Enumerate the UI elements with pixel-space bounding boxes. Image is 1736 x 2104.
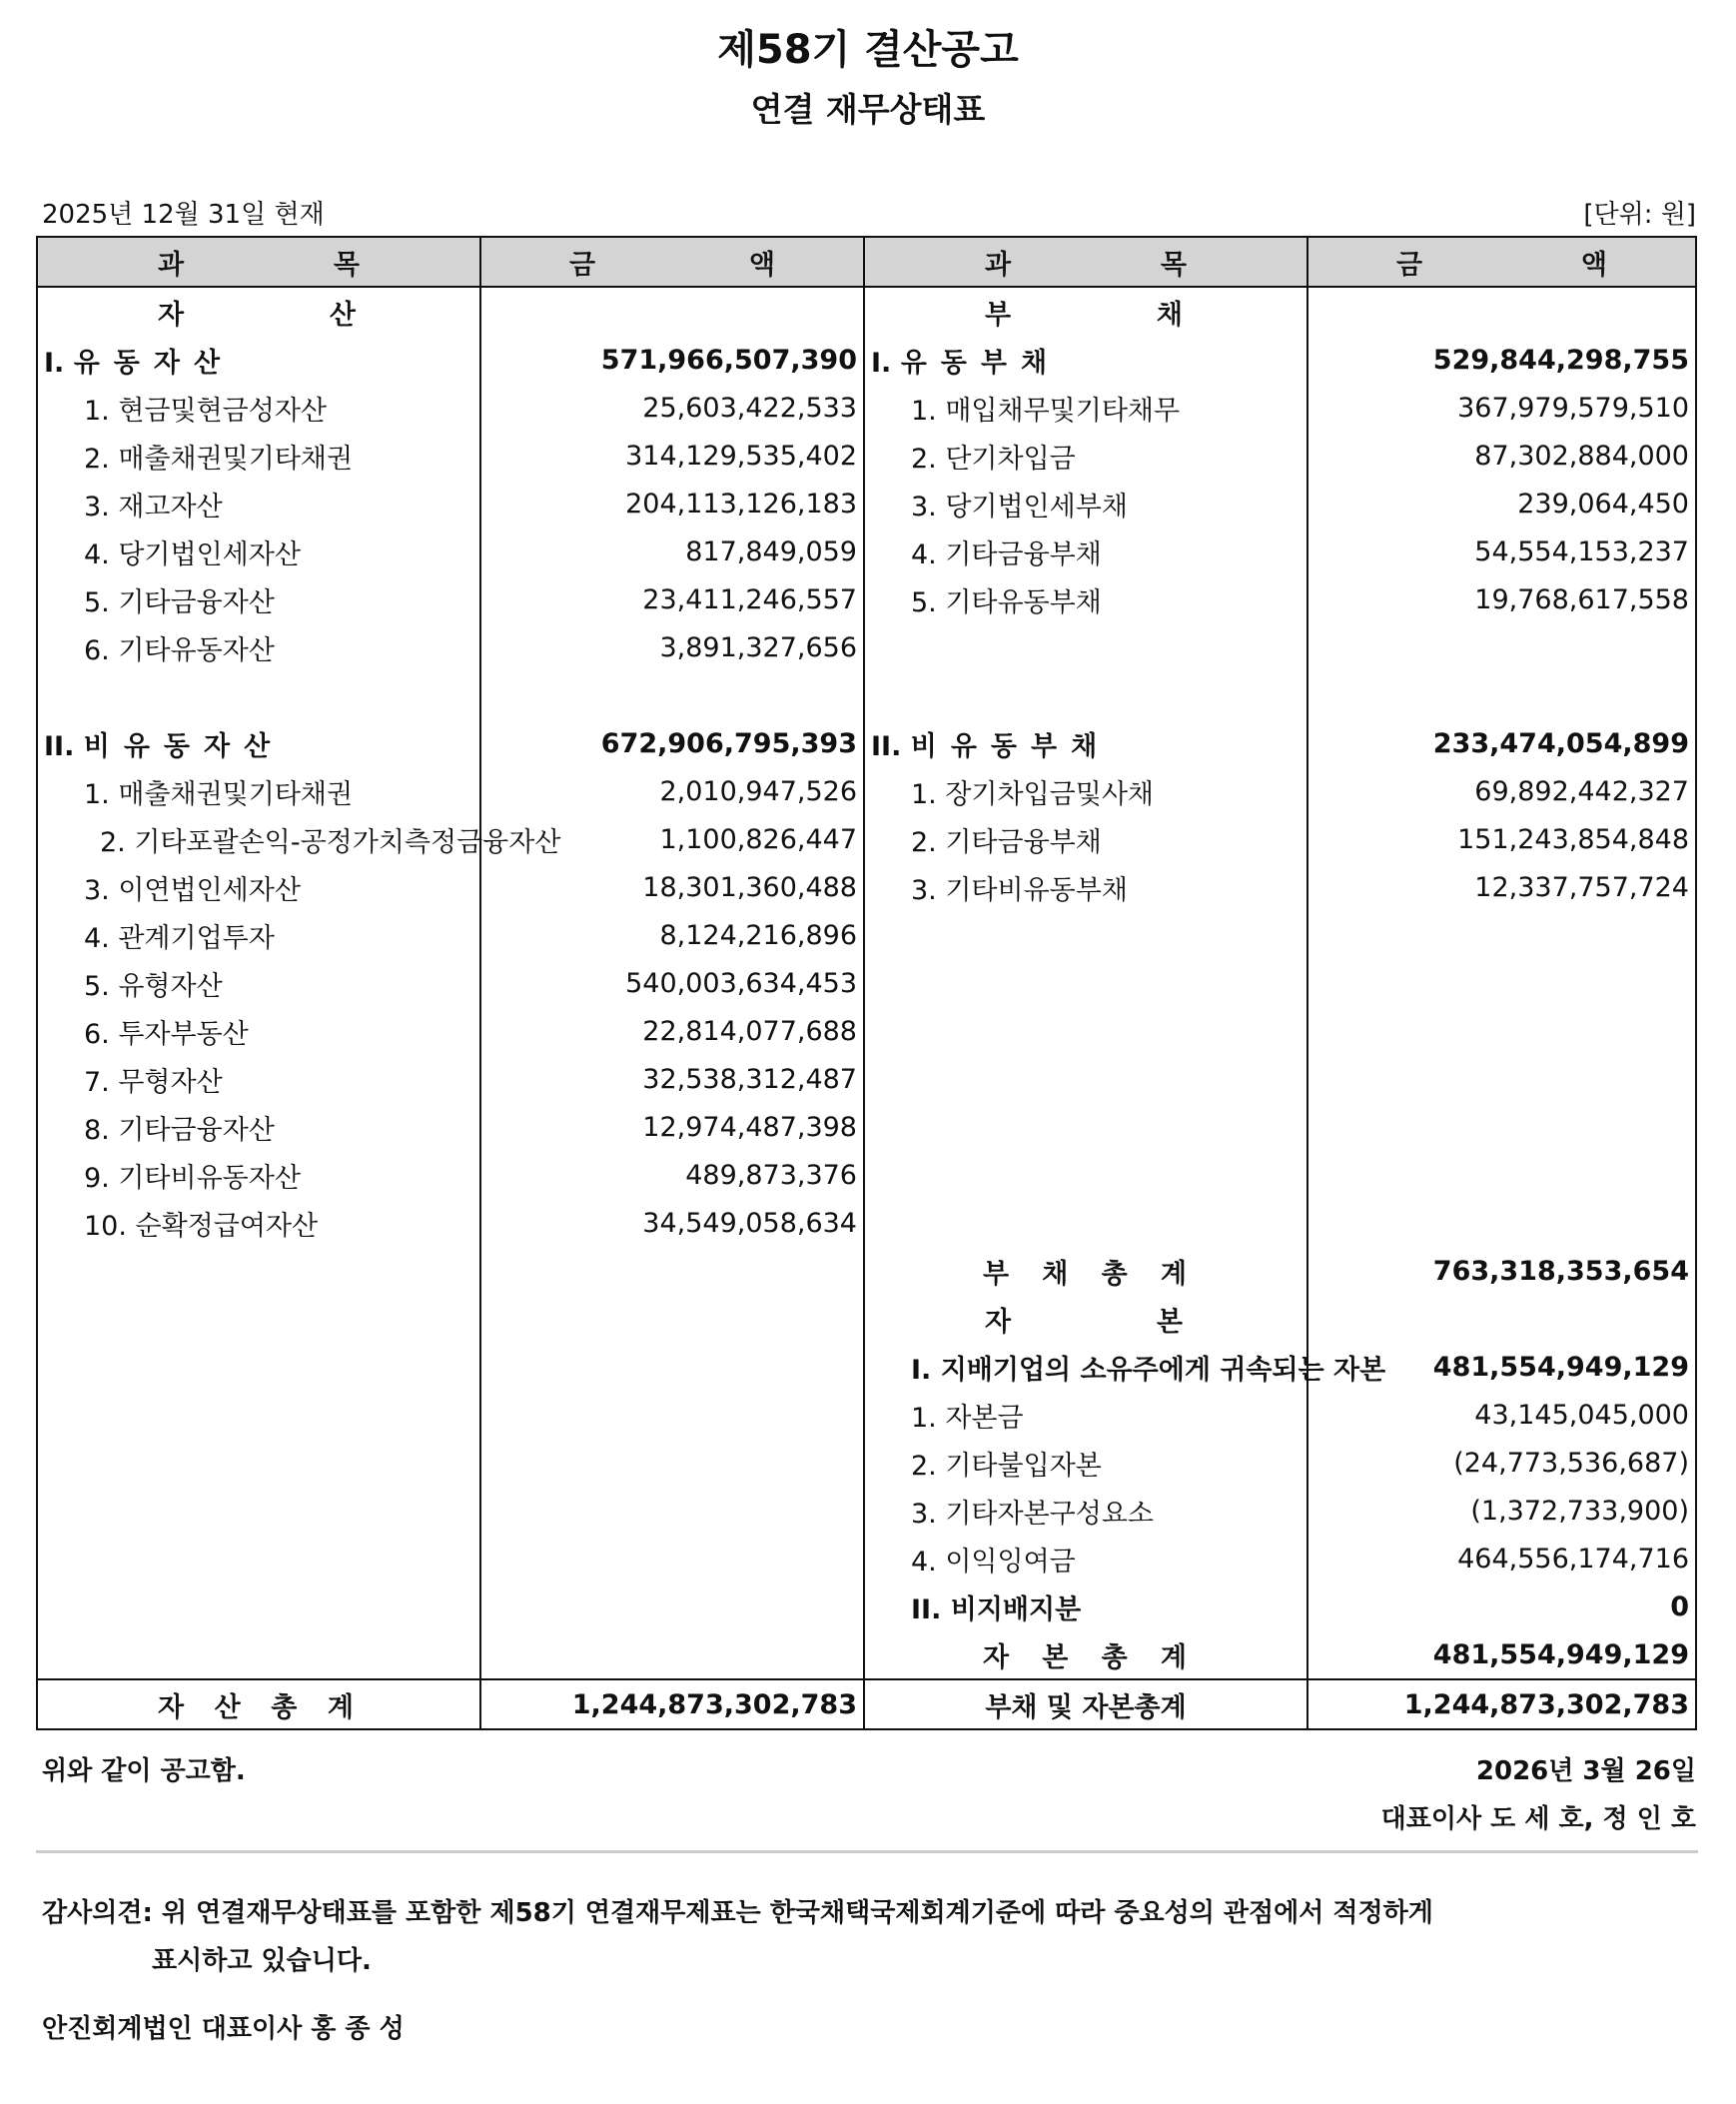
account-label: 1. 매입채무및기타채무 bbox=[911, 395, 1181, 427]
table-row bbox=[37, 384, 1696, 432]
table-row bbox=[37, 911, 1696, 959]
amount-value: 314,129,535,402 bbox=[625, 440, 857, 472]
announcement: 위와 같이 공고함. bbox=[42, 1756, 246, 1786]
audit-opinion-continued: 표시하고 있습니다. bbox=[152, 1946, 372, 1976]
account-label: 1. 매출채권및기타채권 bbox=[84, 778, 354, 810]
amount-value: 22,814,077,688 bbox=[642, 1015, 857, 1047]
spaced-char: 금 bbox=[1396, 249, 1423, 281]
spaced-char: 본 bbox=[1156, 1306, 1183, 1338]
table-row bbox=[37, 287, 1696, 336]
account-label: 2. 매출채권및기타채권 bbox=[84, 443, 354, 475]
amount-value: 367,979,579,510 bbox=[1457, 392, 1689, 424]
spaced-char: 자 bbox=[158, 299, 185, 331]
category-prefix: I. bbox=[871, 347, 892, 379]
table-row bbox=[37, 1151, 1696, 1199]
spaced-char: 자 bbox=[985, 1306, 1012, 1338]
balance-sheet-table bbox=[36, 236, 1697, 1730]
amount-value: 672,906,795,393 bbox=[600, 727, 857, 759]
table-row bbox=[37, 432, 1696, 480]
table-row bbox=[37, 671, 1696, 719]
spaced-char: 과 bbox=[158, 249, 185, 281]
amount-value: 43,145,045,000 bbox=[1474, 1399, 1689, 1431]
spaced-char: 계 bbox=[327, 1691, 354, 1723]
amount-value: 540,003,634,453 bbox=[625, 967, 857, 999]
spaced-char: 채 bbox=[1156, 299, 1183, 331]
table-row bbox=[37, 1055, 1696, 1103]
category-prefix: II. bbox=[871, 730, 902, 762]
account-label: 9. 기타비유동자산 bbox=[84, 1162, 301, 1194]
amount-value: 489,873,376 bbox=[685, 1159, 857, 1191]
liab-equity-total-label: 부채 및 자본총계 bbox=[985, 1691, 1187, 1723]
spaced-char: 본 bbox=[1042, 1641, 1069, 1673]
amount-value: 239,064,450 bbox=[1517, 488, 1689, 520]
spaced-char: 금 bbox=[569, 249, 596, 281]
spaced-char: 액 bbox=[748, 249, 775, 281]
table-row bbox=[37, 959, 1696, 1007]
spaced-char: 계 bbox=[1160, 1258, 1187, 1290]
table-row bbox=[37, 1007, 1696, 1055]
amount-value: 204,113,126,183 bbox=[625, 488, 857, 520]
spaced-char: 산 bbox=[214, 1691, 241, 1723]
category-label: 유동자산 bbox=[73, 347, 235, 379]
spaced-char: 자 bbox=[983, 1641, 1010, 1673]
amount-value: 18,301,360,488 bbox=[642, 871, 857, 903]
amount-value: (1,372,733,900) bbox=[1470, 1495, 1689, 1527]
table-row bbox=[37, 1247, 1696, 1295]
spaced-char: 액 bbox=[1580, 249, 1607, 281]
category-prefix: I. bbox=[44, 347, 65, 379]
announcement-date: 2026년 3월 26일 bbox=[1475, 1756, 1696, 1786]
amount-value: 151,243,854,848 bbox=[1457, 823, 1689, 855]
account-label: 4. 관계기업투자 bbox=[84, 922, 275, 954]
amount-value: 69,892,442,327 bbox=[1474, 775, 1689, 807]
page-subtitle: 연결 재무상태표 bbox=[750, 90, 986, 129]
category-label: 유동부채 bbox=[900, 347, 1062, 379]
category-prefix: II. bbox=[44, 730, 75, 762]
amount-value: 529,844,298,755 bbox=[1432, 344, 1689, 376]
spaced-char: 자 bbox=[158, 1691, 185, 1723]
spaced-char: 과 bbox=[985, 249, 1012, 281]
asset-total-amount: 1,244,873,302,783 bbox=[571, 1688, 857, 1720]
liab-equity-total-amount: 1,244,873,302,783 bbox=[1403, 1688, 1689, 1720]
page-title: 제58기 결산공고 bbox=[717, 27, 1019, 73]
audit-opinion: 감사의견: 위 연결재무상태표를 포함한 제58기 연결재무제표는 한국채택국제회계기준에 따라 중요성의 관점에서 적정하게 bbox=[42, 1898, 1433, 1928]
account-label: 8. 기타금융자산 bbox=[84, 1114, 275, 1146]
account-label: 4. 당기법인세자산 bbox=[84, 538, 301, 570]
account-label: 10. 순확정급여자산 bbox=[84, 1210, 319, 1242]
amount-value: 817,849,059 bbox=[685, 535, 857, 567]
ceo-names: 대표이사 도 세 호, 정 인 호 bbox=[1380, 1804, 1696, 1834]
account-label: II. 비지배지분 bbox=[911, 1593, 1082, 1625]
table-row bbox=[37, 1582, 1696, 1630]
table-row bbox=[37, 1343, 1696, 1391]
amount-value: 54,554,153,237 bbox=[1474, 535, 1689, 567]
table-row bbox=[37, 1487, 1696, 1535]
spaced-char: 부 bbox=[985, 299, 1012, 331]
auditor: 안진회계법인 대표이사 홍 종 성 bbox=[42, 2014, 405, 2044]
account-label: 1. 장기차입금및사채 bbox=[911, 778, 1154, 810]
account-label: 1. 현금및현금성자산 bbox=[84, 395, 327, 427]
account-label: 5. 유형자산 bbox=[84, 970, 223, 1002]
table-row bbox=[37, 1295, 1696, 1343]
table-row bbox=[37, 767, 1696, 815]
table-row bbox=[37, 1630, 1696, 1679]
table-row bbox=[37, 863, 1696, 911]
table-row bbox=[37, 815, 1696, 863]
amount-value: 3,891,327,656 bbox=[659, 631, 857, 663]
table-row bbox=[37, 1199, 1696, 1247]
table-row bbox=[37, 1391, 1696, 1439]
account-label: 5. 기타금융자산 bbox=[84, 586, 275, 618]
spaced-char: 채 bbox=[1042, 1258, 1069, 1290]
category-label: 비유동자산 bbox=[83, 730, 285, 762]
table-row bbox=[37, 336, 1696, 384]
account-label: 3. 이연법인세자산 bbox=[84, 874, 301, 906]
account-label: 3. 당기법인세부채 bbox=[911, 491, 1128, 523]
amount-value: 12,337,757,724 bbox=[1474, 871, 1689, 903]
table-header bbox=[37, 237, 1696, 287]
spaced-char: 총 bbox=[1101, 1641, 1128, 1673]
table-row bbox=[37, 719, 1696, 767]
account-label: 6. 투자부동산 bbox=[84, 1018, 249, 1050]
table-row bbox=[37, 1535, 1696, 1582]
amount-value: 481,554,949,129 bbox=[1432, 1351, 1689, 1383]
account-label: 3. 재고자산 bbox=[84, 491, 223, 523]
grand-total-row bbox=[37, 1679, 1696, 1729]
table-row bbox=[37, 575, 1696, 623]
amount-value: 233,474,054,899 bbox=[1432, 727, 1689, 759]
account-label: 4. 이익잉여금 bbox=[911, 1546, 1076, 1578]
account-label: 6. 기타유동자산 bbox=[84, 634, 275, 666]
table-row bbox=[37, 480, 1696, 527]
amount-value: 25,603,422,533 bbox=[642, 392, 857, 424]
spaced-char: 계 bbox=[1160, 1641, 1187, 1673]
amount-value: 1,100,826,447 bbox=[659, 823, 857, 855]
amount-value: 87,302,884,000 bbox=[1474, 440, 1689, 472]
table-row bbox=[37, 1439, 1696, 1487]
account-label: 4. 기타금융부채 bbox=[911, 538, 1102, 570]
report-date: 2025년 12월 31일 현재 bbox=[42, 200, 325, 230]
account-label: I. 지배기업의 소유주에게 귀속되는 자본 bbox=[911, 1354, 1386, 1386]
account-label: 7. 무형자산 bbox=[84, 1066, 223, 1098]
account-label: 3. 기타자본구성요소 bbox=[911, 1498, 1154, 1530]
account-label: 2. 기타포괄손익-공정가치측정금융자산 bbox=[100, 826, 561, 858]
account-label: 2. 단기차입금 bbox=[911, 443, 1076, 475]
account-label: 2. 기타금융부채 bbox=[911, 826, 1102, 858]
spaced-char: 부 bbox=[983, 1258, 1010, 1290]
spaced-char: 총 bbox=[271, 1691, 298, 1723]
category-label: 비유동부채 bbox=[910, 730, 1112, 762]
spaced-char: 총 bbox=[1101, 1258, 1128, 1290]
account-label: 1. 자본금 bbox=[911, 1402, 1024, 1434]
amount-value: 23,411,246,557 bbox=[642, 583, 857, 615]
amount-value: 34,549,058,634 bbox=[642, 1207, 857, 1239]
total-amount: 763,318,353,654 bbox=[1432, 1255, 1689, 1287]
table-row bbox=[37, 527, 1696, 575]
account-label: 2. 기타불입자본 bbox=[911, 1450, 1102, 1482]
amount-value: 0 bbox=[1670, 1590, 1689, 1622]
amount-value: 2,010,947,526 bbox=[659, 775, 857, 807]
amount-value: 8,124,216,896 bbox=[659, 919, 857, 951]
table-row bbox=[37, 1103, 1696, 1151]
account-label: 5. 기타유동부채 bbox=[911, 586, 1102, 618]
amount-value: 571,966,507,390 bbox=[600, 344, 857, 376]
divider bbox=[36, 1850, 1698, 1853]
amount-value: 19,768,617,558 bbox=[1474, 583, 1689, 615]
amount-value: (24,773,536,687) bbox=[1453, 1447, 1689, 1479]
table-row bbox=[37, 623, 1696, 671]
unit-label: [단위: 원] bbox=[1583, 200, 1696, 230]
spaced-char: 목 bbox=[1160, 249, 1187, 281]
total-amount: 481,554,949,129 bbox=[1432, 1638, 1689, 1670]
spaced-char: 산 bbox=[329, 299, 356, 331]
amount-value: 12,974,487,398 bbox=[642, 1111, 857, 1143]
account-label: 3. 기타비유동부채 bbox=[911, 874, 1128, 906]
spaced-char: 목 bbox=[333, 249, 360, 281]
amount-value: 32,538,312,487 bbox=[642, 1063, 857, 1095]
amount-value: 464,556,174,716 bbox=[1457, 1543, 1689, 1575]
